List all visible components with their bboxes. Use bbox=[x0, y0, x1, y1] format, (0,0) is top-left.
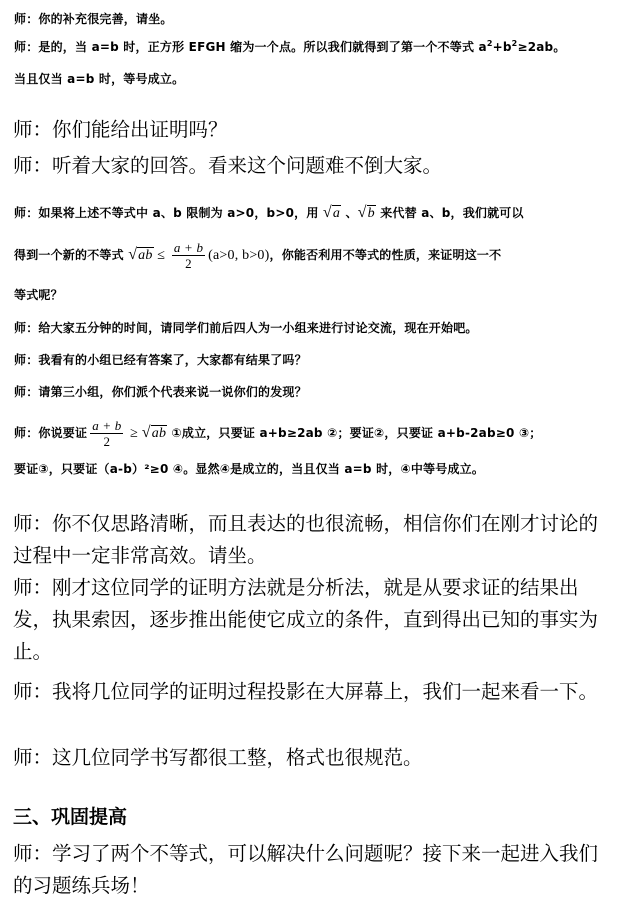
dialogue-line bbox=[14, 288, 63, 302]
dialogue-paragraph: 师：你们能给出证明吗？ bbox=[13, 118, 228, 141]
dialogue-line bbox=[14, 72, 184, 86]
text: ≥2ab。 bbox=[517, 40, 566, 54]
dialogue-line bbox=[14, 385, 307, 399]
dialogue-paragraph: 师：学习了两个不等式，可以解决什么问题呢？接下来一起进入我们的习题练兵场！ bbox=[13, 842, 599, 897]
dialogue-paragraph: 师：我将几位同学的证明过程投影在大屏幕上，我们一起来看一下。 bbox=[13, 680, 599, 703]
math-symbol: ≤ bbox=[153, 248, 169, 263]
math-symbol: ≥ bbox=[126, 426, 142, 441]
dialogue-line bbox=[14, 240, 501, 271]
text: 师：你说要证 bbox=[14, 426, 88, 440]
text: 师：请第三小组，你们派个代表来说一说你们的发现？ bbox=[14, 385, 307, 399]
section-heading: 三、巩固提高 bbox=[13, 806, 128, 828]
sqrt-expression: √b bbox=[357, 204, 375, 221]
dialogue-line bbox=[14, 418, 542, 449]
dialogue-paragraph: 师：听着大家的回答。看来这个问题难不倒大家。 bbox=[13, 154, 443, 177]
text: +b bbox=[492, 40, 512, 54]
dialogue-paragraph: 师：这几位同学书写都很工整，格式也很规范。 bbox=[13, 746, 423, 769]
fraction: $\frac{a + b}{2}$ bbox=[173, 240, 204, 271]
text: 得到一个新的不等式 bbox=[14, 248, 129, 262]
text: 、 bbox=[341, 206, 358, 220]
sqrt-expression: √a bbox=[322, 204, 341, 221]
fraction: $\frac{a + b}{2}$ bbox=[92, 418, 122, 449]
dialogue-paragraph: 师：刚才这位同学的证明方法就是分析法，就是从要求证的结果出发，执果索因，逐步推出能使它成立的条件，直到得出已知的事实为止。 bbox=[13, 576, 599, 663]
dialogue-line bbox=[14, 40, 566, 54]
dialogue-paragraph: 师：你不仅思路清晰，而且表达的也很流畅，相信你们在刚才讨论的过程中一定非常高效。请坐。 bbox=[13, 512, 599, 567]
sqrt-expression: √ab bbox=[141, 424, 167, 441]
dialogue-line bbox=[14, 462, 484, 476]
math-condition: (a>0, b>0) bbox=[208, 248, 270, 263]
text: 师：你的补充很完善，请坐。 bbox=[14, 12, 173, 26]
text: 师：是的，当 a=b 时，正方形 EFGH 缩为一个点。所以我们就得到了第一个不等式 a bbox=[14, 40, 487, 54]
text: 师：如果将上述不等式中 a、b 限制为 a>0，b>0，用 bbox=[14, 206, 323, 220]
text: 来代替 a、b，我们就可以 bbox=[375, 206, 524, 220]
text: 要证③，只要证（a-b）²≥0 ④。显然④是成立的，当且仅当 a=b 时，④中等号成立。 bbox=[14, 462, 485, 476]
dialogue-line bbox=[14, 12, 173, 26]
dialogue-line bbox=[14, 353, 307, 367]
text: 师：给大家五分钟的时间，请同学们前后四人为一小组来进行讨论交流，现在开始吧。 bbox=[14, 321, 478, 335]
superscript: 2 bbox=[486, 39, 493, 48]
text: ，你能否利用不等式的性质，来证明这一不 bbox=[269, 248, 502, 262]
sqrt-expression: √ab bbox=[128, 246, 153, 263]
text: 当且仅当 a=b 时，等号成立。 bbox=[14, 72, 185, 86]
dialogue-line bbox=[14, 321, 478, 335]
text: 等式呢？ bbox=[14, 288, 63, 302]
text: ①成立，只要证 a+b≥2ab ②；要证②，只要证 a+b-2ab≥0 ③； bbox=[167, 426, 542, 440]
text: 师：我看有的小组已经有答案了，大家都有结果了吗？ bbox=[14, 353, 307, 367]
superscript: 2 bbox=[511, 39, 518, 48]
dialogue-line bbox=[14, 206, 524, 221]
